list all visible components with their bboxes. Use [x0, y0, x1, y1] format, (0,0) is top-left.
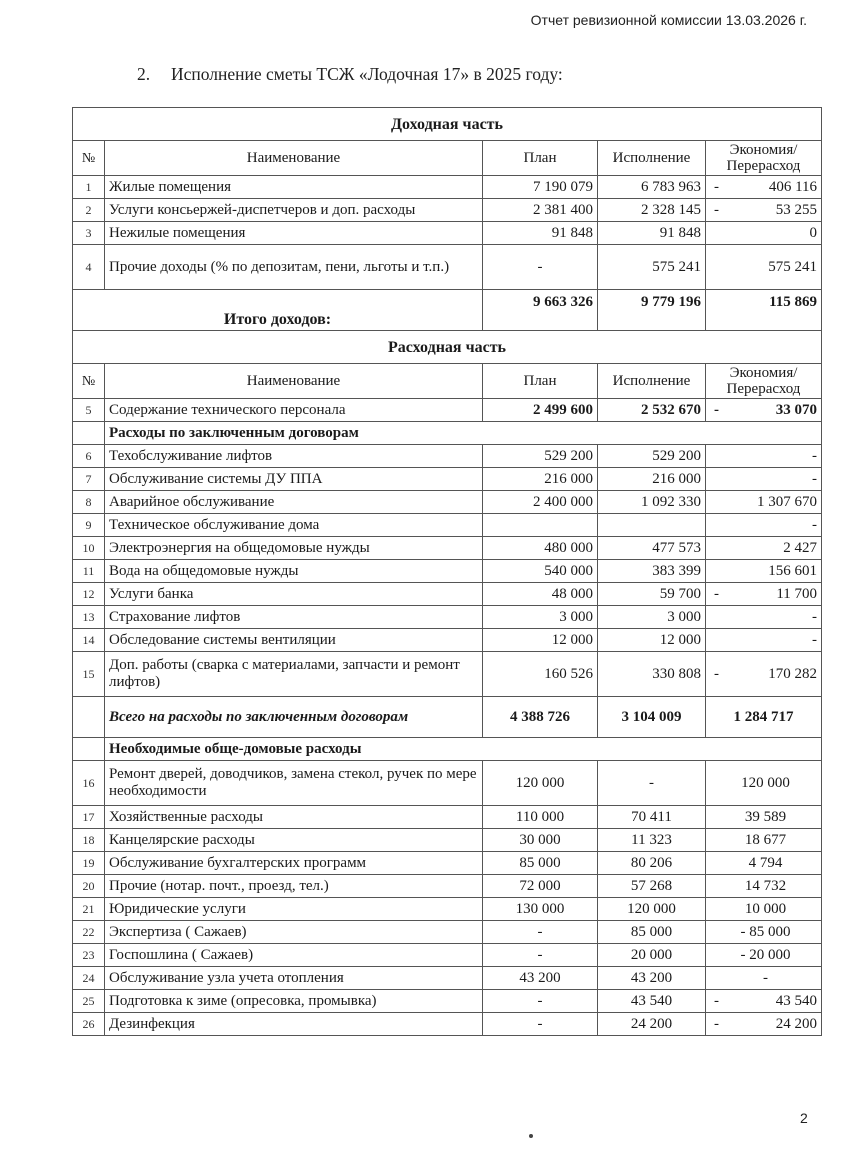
- row-name: Услуги консьержей-диспетчеров и доп. расходы: [105, 199, 483, 222]
- row-exec: 2 328 145: [598, 199, 706, 222]
- row-name: Госпошлина ( Сажаев): [105, 944, 483, 967]
- column-header-exec: Исполнение: [598, 141, 706, 176]
- row-diff: [706, 761, 822, 806]
- income-part-title-row: [73, 108, 822, 141]
- table-row: [73, 761, 822, 806]
- diff-cell-wrap: [710, 448, 817, 465]
- diff-sign: -: [714, 992, 719, 1009]
- row-exec: 12 000: [598, 629, 706, 652]
- row-plan: 216 000: [483, 468, 598, 491]
- row-diff: [706, 176, 822, 199]
- row-exec: 43 540: [598, 990, 706, 1013]
- table-row: [73, 445, 822, 468]
- diff-cell-wrap: [710, 225, 817, 242]
- column-header-name: Наименование: [105, 141, 483, 176]
- row-diff: [706, 967, 822, 990]
- diff-value: -: [812, 516, 818, 533]
- row-plan: -: [483, 921, 598, 944]
- row-name: Канцелярские расходы: [105, 829, 483, 852]
- diff-value: 14 732: [744, 877, 787, 894]
- row-plan: 2 381 400: [483, 199, 598, 222]
- income-total-row: [73, 290, 822, 331]
- diff-sign: -: [714, 401, 719, 418]
- table-row: [73, 898, 822, 921]
- diff-sign: [710, 259, 714, 276]
- diff-value: -: [812, 447, 818, 464]
- table-row: [73, 468, 822, 491]
- report-header: Отчет ревизионной комиссии 13.03.2026 г.: [530, 12, 807, 28]
- row-number: 15: [73, 652, 105, 697]
- row-name: Дезинфекция: [105, 1013, 483, 1036]
- diff-sign: -: [714, 585, 719, 602]
- diff-cell-wrap: [710, 970, 817, 987]
- row-name: Обслуживание узла учета отопления: [105, 967, 483, 990]
- row-exec: 11 323: [598, 829, 706, 852]
- diff-value: 11 700: [776, 585, 818, 602]
- row-plan: 48 000: [483, 583, 598, 606]
- row-number: 6: [73, 445, 105, 468]
- diff-cell-wrap: [710, 666, 817, 683]
- row-name: Обслуживание бухгалтерских программ: [105, 852, 483, 875]
- diff-value: 575 241: [768, 258, 818, 275]
- scan-speck: [529, 1134, 533, 1138]
- row-number: 24: [73, 967, 105, 990]
- row-diff: [706, 199, 822, 222]
- diff-value: -: [812, 631, 818, 648]
- row-diff: [706, 652, 822, 697]
- diff-cell-wrap: [710, 632, 817, 649]
- table-row: [73, 222, 822, 245]
- row-plan: -: [483, 944, 598, 967]
- diff-value: 1 307 670: [757, 493, 818, 510]
- diff-cell-wrap: [710, 809, 817, 826]
- row-number: 2: [73, 199, 105, 222]
- diff-value: -: [812, 608, 818, 625]
- diff-value: - 85 000: [740, 923, 791, 940]
- row-name: Подготовка к зиме (опресовка, промывка): [105, 990, 483, 1013]
- column-header-plan: План: [483, 364, 598, 399]
- empty-num-cell: [73, 697, 105, 738]
- row-exec: -: [598, 761, 706, 806]
- diff-value: 33 070: [775, 401, 818, 418]
- row-plan: 120 000: [483, 761, 598, 806]
- row-exec: 20 000: [598, 944, 706, 967]
- row-exec: 477 573: [598, 537, 706, 560]
- table-row: [73, 875, 822, 898]
- budget-table-body: [73, 108, 822, 1036]
- row-name: Прочие (нотар. почт., проезд, тел.): [105, 875, 483, 898]
- row-plan: 30 000: [483, 829, 598, 852]
- table-row: [73, 560, 822, 583]
- diff-value: 10 000: [744, 900, 787, 917]
- row-diff: [706, 399, 822, 422]
- row-plan: 72 000: [483, 875, 598, 898]
- table-row: [73, 652, 822, 697]
- row-exec: 383 399: [598, 560, 706, 583]
- column-header-plan: План: [483, 141, 598, 176]
- row-exec: 59 700: [598, 583, 706, 606]
- row-plan: 43 200: [483, 967, 598, 990]
- column-header-diff: [706, 364, 822, 399]
- diff-value: -: [763, 969, 768, 986]
- row-plan: 540 000: [483, 560, 598, 583]
- row-plan: 12 000: [483, 629, 598, 652]
- diff-cell-wrap: [710, 832, 817, 849]
- contracts-section-title-row: [73, 422, 822, 445]
- row-exec: 24 200: [598, 1013, 706, 1036]
- table-row: [73, 199, 822, 222]
- row-number: 3: [73, 222, 105, 245]
- diff-sign: [710, 609, 714, 626]
- row-name: Прочие доходы (% по депозитам, пени, льготы и т.п.): [105, 245, 483, 290]
- budget-table: [72, 107, 822, 1036]
- contracts-total-exec: 3 104 009: [598, 697, 706, 738]
- row-diff: [706, 852, 822, 875]
- row-name: Обследование системы вентиляции: [105, 629, 483, 652]
- row-name: Нежилые помещения: [105, 222, 483, 245]
- row-number: 1: [73, 176, 105, 199]
- row-exec: 80 206: [598, 852, 706, 875]
- expense-column-header-row: [73, 364, 822, 399]
- row-number: 22: [73, 921, 105, 944]
- column-header-diff-line1: Экономия/: [729, 365, 798, 381]
- column-header-exec: Исполнение: [598, 364, 706, 399]
- diff-cell-wrap: [710, 586, 817, 603]
- row-diff: [706, 606, 822, 629]
- row-number: 14: [73, 629, 105, 652]
- row-exec: 120 000: [598, 898, 706, 921]
- row-number: 4: [73, 245, 105, 290]
- row-name: Техническое обслуживание дома: [105, 514, 483, 537]
- diff-value: 39 589: [744, 808, 787, 825]
- table-row: [73, 806, 822, 829]
- diff-sign: [710, 517, 714, 534]
- income-total-diff: 115 869: [706, 290, 822, 331]
- row-name: Экспертиза ( Сажаев): [105, 921, 483, 944]
- table-row: [73, 514, 822, 537]
- row-diff: [706, 829, 822, 852]
- row-plan: -: [483, 990, 598, 1013]
- diff-cell-wrap: [710, 540, 817, 557]
- row-number: 23: [73, 944, 105, 967]
- row-plan: 2 499 600: [483, 399, 598, 422]
- row-diff: [706, 806, 822, 829]
- page-number: 2: [800, 1110, 808, 1126]
- table-row: [73, 537, 822, 560]
- table-row: [73, 967, 822, 990]
- row-number: 13: [73, 606, 105, 629]
- row-exec: 1 092 330: [598, 491, 706, 514]
- row-plan: 160 526: [483, 652, 598, 697]
- diff-value: 170 282: [768, 665, 818, 682]
- column-header-diff-line1: Экономия/: [729, 142, 798, 158]
- diff-value: 18 677: [744, 831, 787, 848]
- table-row: [73, 990, 822, 1013]
- row-diff: [706, 537, 822, 560]
- row-number: 25: [73, 990, 105, 1013]
- row-exec: 330 808: [598, 652, 706, 697]
- row-plan: 91 848: [483, 222, 598, 245]
- table-row: [73, 176, 822, 199]
- row-diff: [706, 875, 822, 898]
- row-diff: [706, 583, 822, 606]
- column-header-num: №: [73, 364, 105, 399]
- row-number: 5: [73, 399, 105, 422]
- diff-sign: -: [714, 178, 719, 195]
- row-number: 20: [73, 875, 105, 898]
- diff-value: 24 200: [775, 1015, 818, 1032]
- diff-value: 0: [809, 224, 818, 241]
- row-number: 26: [73, 1013, 105, 1036]
- table-row: [73, 606, 822, 629]
- row-name: Содержание технического персонала: [105, 399, 483, 422]
- row-exec: 70 411: [598, 806, 706, 829]
- expense-part-title: Расходная часть: [73, 331, 822, 364]
- row-plan: 2 400 000: [483, 491, 598, 514]
- row-exec: 91 848: [598, 222, 706, 245]
- diff-sign: [710, 632, 714, 649]
- row-exec: 575 241: [598, 245, 706, 290]
- row-diff: [706, 560, 822, 583]
- row-plan: 110 000: [483, 806, 598, 829]
- diff-sign: [710, 563, 714, 580]
- column-header-diff-line2: Перерасход: [726, 381, 801, 397]
- row-exec: 529 200: [598, 445, 706, 468]
- row-name: Ремонт дверей, доводчиков, замена стекол, ручек по мере необходимости: [105, 761, 483, 806]
- row-number: 9: [73, 514, 105, 537]
- row-plan: 85 000: [483, 852, 598, 875]
- row-plan: -: [483, 1013, 598, 1036]
- row-number: 16: [73, 761, 105, 806]
- row-diff: [706, 921, 822, 944]
- income-total-label: Итого доходов:: [73, 290, 483, 331]
- row-diff: [706, 222, 822, 245]
- diff-value: 406 116: [768, 178, 818, 195]
- table-row: [73, 399, 822, 422]
- diff-cell-wrap: [710, 1016, 817, 1033]
- diff-cell-wrap: [710, 179, 817, 196]
- row-name: Услуги банка: [105, 583, 483, 606]
- row-diff: [706, 445, 822, 468]
- diff-value: 156 601: [768, 562, 818, 579]
- diff-cell-wrap: [710, 202, 817, 219]
- common-section-title-row: [73, 738, 822, 761]
- contracts-total-row: [73, 697, 822, 738]
- column-header-name: Наименование: [105, 364, 483, 399]
- row-name: Страхование лифтов: [105, 606, 483, 629]
- row-exec: 6 783 963: [598, 176, 706, 199]
- row-exec: 2 532 670: [598, 399, 706, 422]
- diff-cell-wrap: [710, 901, 817, 918]
- row-number: 21: [73, 898, 105, 921]
- row-number: 12: [73, 583, 105, 606]
- row-name: Жилые помещения: [105, 176, 483, 199]
- diff-value: 2 427: [783, 539, 818, 556]
- row-name: Вода на общедомовые нужды: [105, 560, 483, 583]
- table-row: [73, 491, 822, 514]
- row-exec: 57 268: [598, 875, 706, 898]
- row-plan: 480 000: [483, 537, 598, 560]
- row-number: 17: [73, 806, 105, 829]
- row-plan: 130 000: [483, 898, 598, 921]
- diff-value: 43 540: [775, 992, 818, 1009]
- row-number: 8: [73, 491, 105, 514]
- diff-cell-wrap: [710, 878, 817, 895]
- row-number: 11: [73, 560, 105, 583]
- diff-sign: -: [714, 201, 719, 218]
- row-diff: [706, 468, 822, 491]
- diff-sign: [710, 471, 714, 488]
- diff-value: 4 794: [748, 854, 783, 871]
- diff-cell-wrap: [710, 494, 817, 511]
- contracts-total-plan: 4 388 726: [483, 697, 598, 738]
- row-name: Доп. работы (сварка с материалами, запчасти и ремонт лифтов): [105, 652, 483, 697]
- row-exec: 3 000: [598, 606, 706, 629]
- row-plan: 3 000: [483, 606, 598, 629]
- row-name: Хозяйственные расходы: [105, 806, 483, 829]
- diff-cell-wrap: [710, 924, 817, 941]
- table-row: [73, 1013, 822, 1036]
- row-exec: 43 200: [598, 967, 706, 990]
- row-name: Аварийное обслуживание: [105, 491, 483, 514]
- contracts-total-diff: 1 284 717: [706, 697, 822, 738]
- row-name: Юридические услуги: [105, 898, 483, 921]
- diff-cell-wrap: [710, 471, 817, 488]
- row-number: 7: [73, 468, 105, 491]
- diff-cell-wrap: [710, 402, 817, 419]
- diff-cell-wrap: [710, 563, 817, 580]
- row-number: 10: [73, 537, 105, 560]
- diff-sign: [710, 540, 714, 557]
- row-name: Обслуживание системы ДУ ППА: [105, 468, 483, 491]
- row-diff: [706, 491, 822, 514]
- income-total-exec: 9 779 196: [598, 290, 706, 331]
- table-row: [73, 944, 822, 967]
- row-name: Электроэнергия на общедомовые нужды: [105, 537, 483, 560]
- section-number: 2.: [137, 64, 151, 84]
- contracts-total-label: Всего на расходы по заключенным договорам: [105, 697, 483, 738]
- row-diff: [706, 990, 822, 1013]
- row-plan: -: [483, 245, 598, 290]
- row-diff: [706, 944, 822, 967]
- diff-sign: -: [714, 1015, 719, 1032]
- section-title: [137, 64, 563, 85]
- diff-sign: [710, 494, 714, 511]
- diff-cell-wrap: [710, 609, 817, 626]
- income-total-plan: 9 663 326: [483, 290, 598, 331]
- diff-cell-wrap: [710, 947, 817, 964]
- row-diff: [706, 629, 822, 652]
- row-exec: 85 000: [598, 921, 706, 944]
- diff-value: 53 255: [775, 201, 818, 218]
- table-row: [73, 852, 822, 875]
- table-row: [73, 921, 822, 944]
- diff-cell-wrap: [710, 855, 817, 872]
- row-exec: [598, 514, 706, 537]
- row-plan: [483, 514, 598, 537]
- contracts-section-title: Расходы по заключенным договорам: [105, 422, 822, 445]
- table-row: [73, 583, 822, 606]
- table-row: [73, 629, 822, 652]
- row-plan: 529 200: [483, 445, 598, 468]
- row-diff: [706, 898, 822, 921]
- diff-sign: [710, 225, 714, 242]
- income-part-title: Доходная часть: [73, 108, 822, 141]
- section-title-text: Исполнение сметы ТСЖ «Лодочная 17» в 2025 году:: [171, 64, 563, 84]
- diff-cell-wrap: [710, 259, 817, 276]
- income-column-header-row: [73, 141, 822, 176]
- row-diff: [706, 245, 822, 290]
- row-exec: 216 000: [598, 468, 706, 491]
- column-header-num: №: [73, 141, 105, 176]
- column-header-diff-line2: Перерасход: [726, 158, 801, 174]
- empty-num-cell: [73, 422, 105, 445]
- expense-part-title-row: [73, 331, 822, 364]
- diff-sign: [710, 448, 714, 465]
- table-row: [73, 829, 822, 852]
- common-section-title: Необходимые обще-домовые расходы: [105, 738, 822, 761]
- table-row: [73, 245, 822, 290]
- diff-cell-wrap: [710, 517, 817, 534]
- row-diff: [706, 1013, 822, 1036]
- row-number: 18: [73, 829, 105, 852]
- row-plan: 7 190 079: [483, 176, 598, 199]
- diff-cell-wrap: [710, 775, 817, 792]
- diff-value: -: [812, 470, 818, 487]
- diff-cell-wrap: [710, 993, 817, 1010]
- row-diff: [706, 514, 822, 537]
- diff-value: - 20 000: [740, 946, 791, 963]
- empty-num-cell: [73, 738, 105, 761]
- diff-sign: -: [714, 665, 719, 682]
- row-number: 19: [73, 852, 105, 875]
- diff-value: 120 000: [741, 774, 790, 791]
- column-header-diff: [706, 141, 822, 176]
- row-name: Техобслуживание лифтов: [105, 445, 483, 468]
